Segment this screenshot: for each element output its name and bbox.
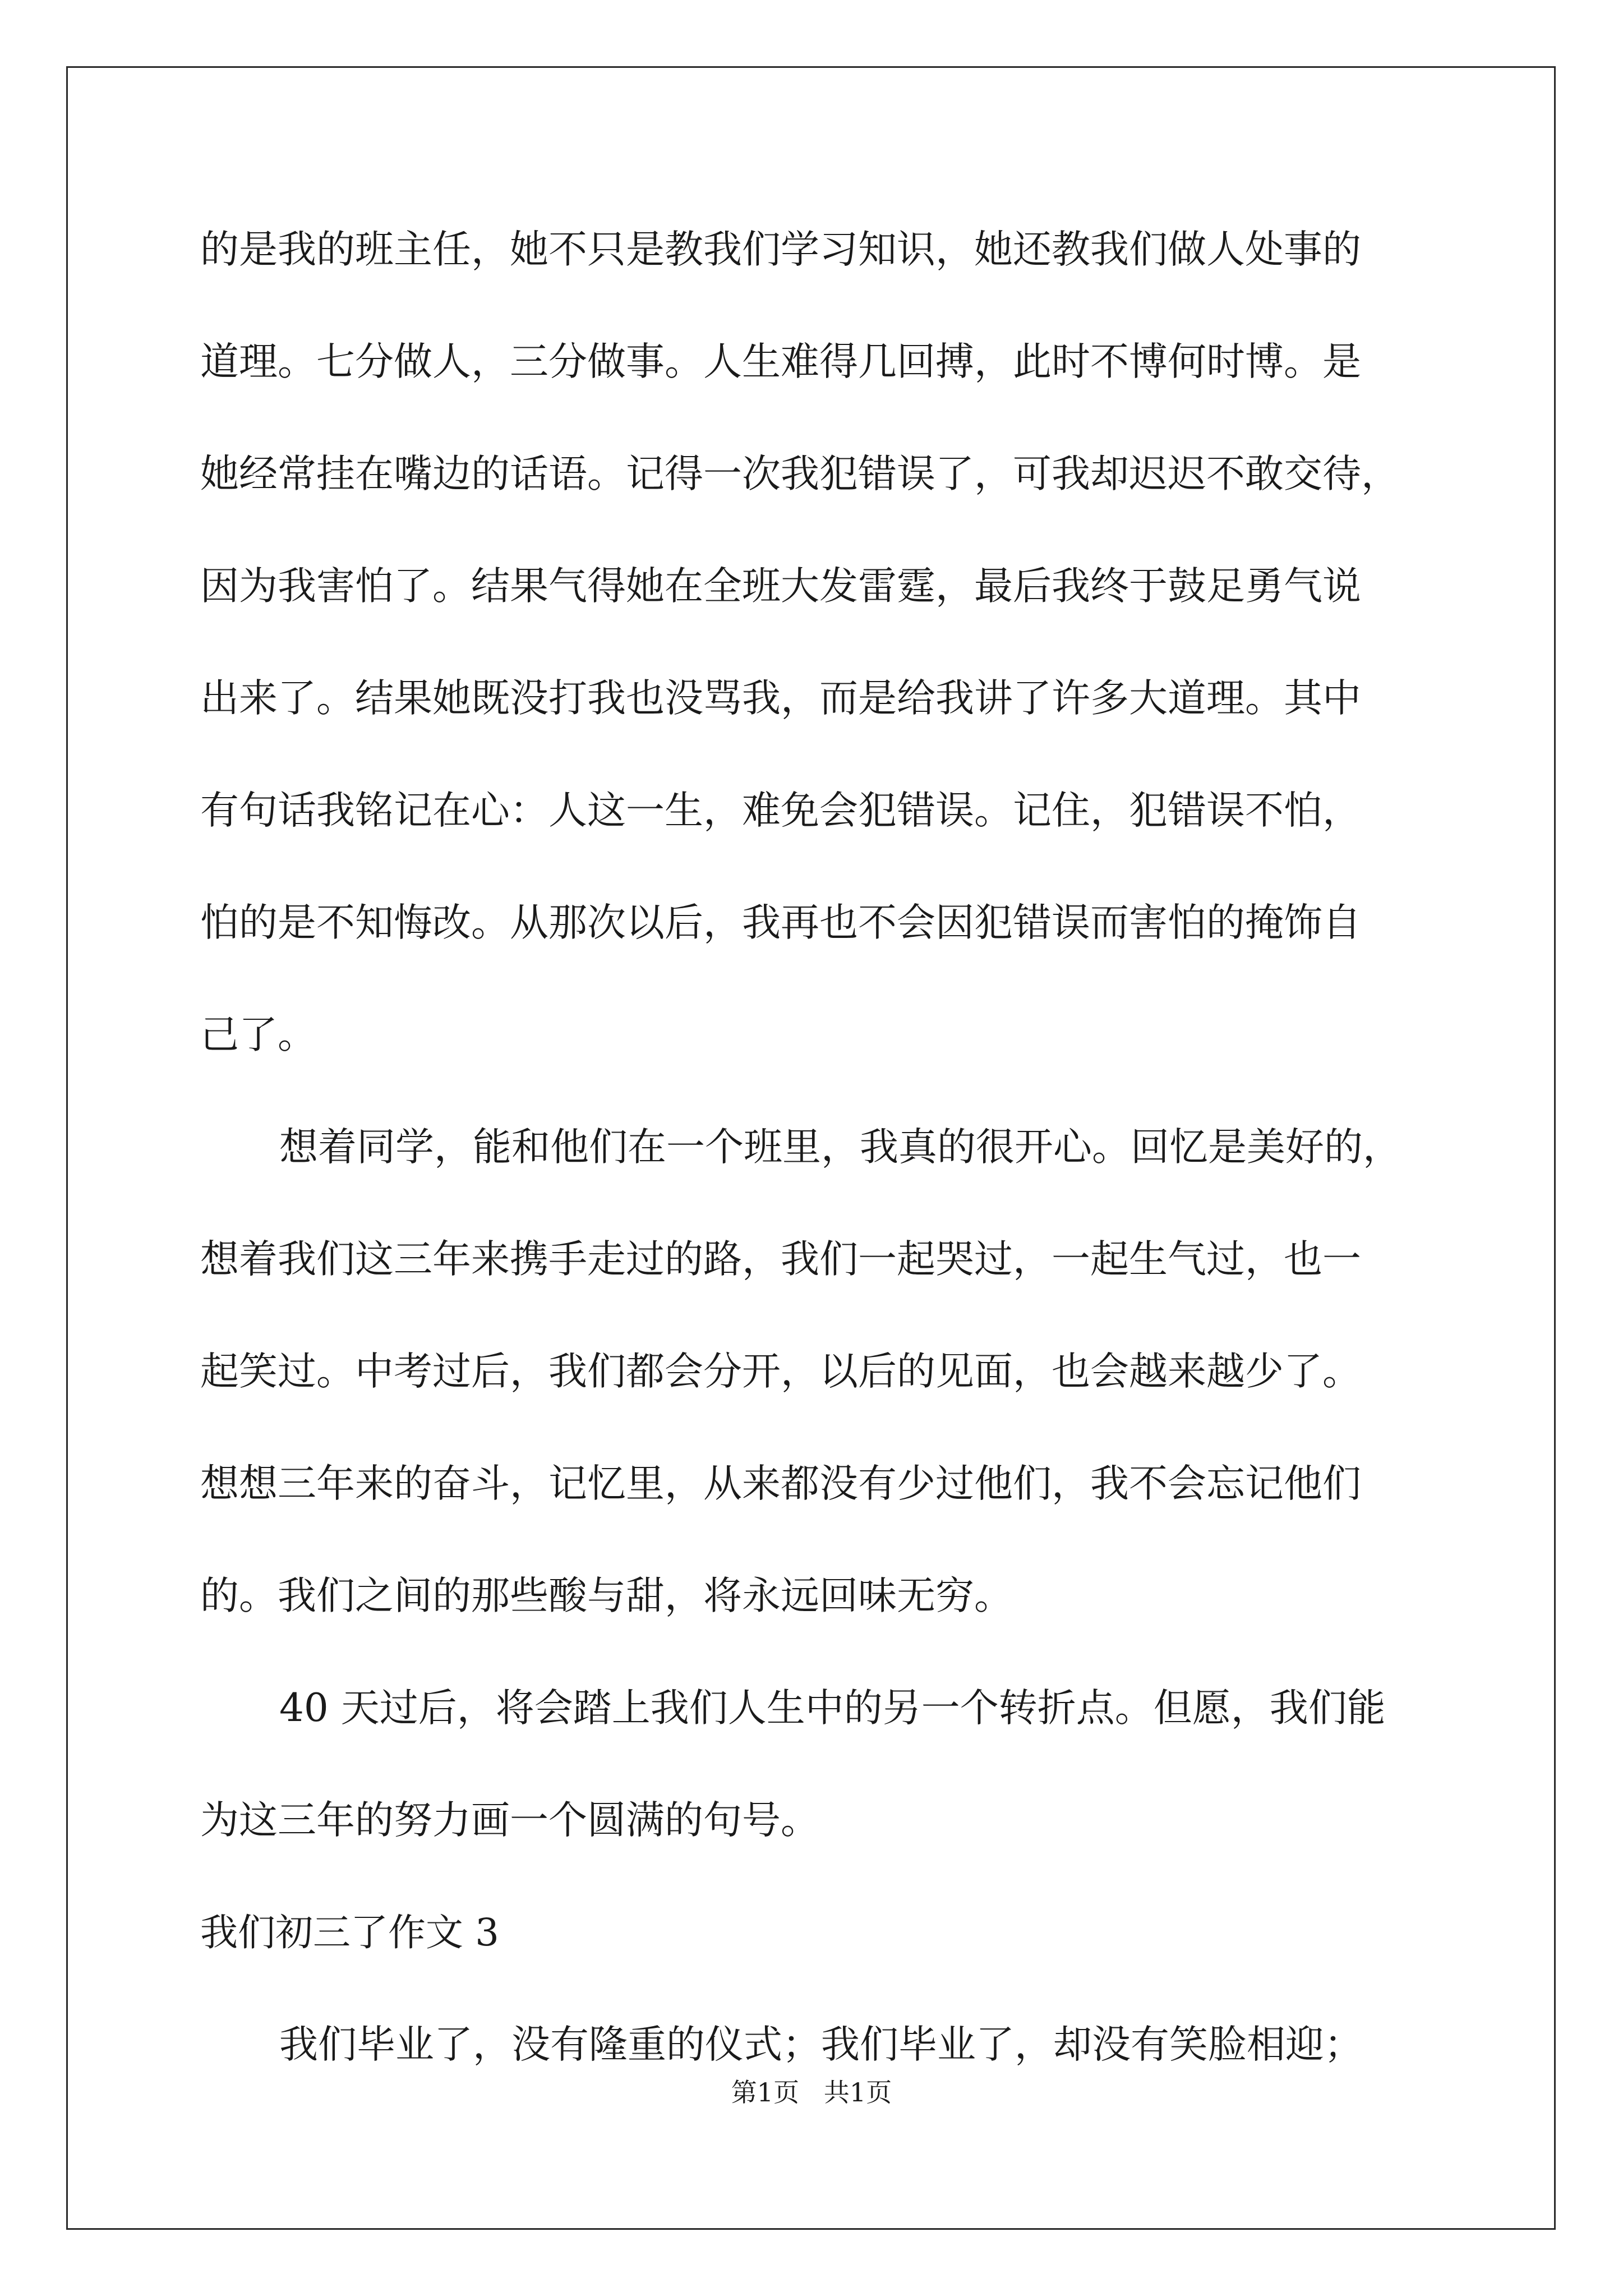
text-line: 想着我们这三年来携手走过的路，我们一起哭过，一起生气过，也一 xyxy=(200,1237,1361,1282)
text-line: 道理。七分做人，三分做事。人生难得几回搏，此时不博何时博。是 xyxy=(200,339,1361,384)
text-line: 怕的是不知悔改。从那次以后，我再也不会因犯错误而害怕的掩饰自 xyxy=(200,900,1361,945)
text-line: 为这三年的努力画一个圆满的句号。 xyxy=(200,1798,819,1843)
text-line: 有句话我铭记在心：人这一生，难免会犯错误。记住，犯错误不怕， xyxy=(200,788,1361,833)
text-line: 因为我害怕了。结果气得她在全班大发雷霆，最后我终于鼓足勇气说 xyxy=(200,564,1361,609)
page-number-footer: 第1页 共1页 xyxy=(731,2077,892,2108)
text-line: 的是我的班主任，她不只是教我们学习知识，她还教我们做人处事的 xyxy=(200,227,1361,272)
section-heading: 我们初三了作文 3 xyxy=(200,1911,499,1954)
paragraph-first-line: 40 天过后，将会踏上我们人生中的另一个转折点。但愿，我们能 xyxy=(279,1686,1386,1731)
paragraph-first-line: 想着同学，能和他们在一个班里，我真的很开心。回忆是美好的， xyxy=(279,1125,1401,1170)
text-line: 出来了。结果她既没打我也没骂我，而是给我讲了许多大道理。其中 xyxy=(200,676,1361,721)
paragraph-first-line: 我们毕业了，没有隆重的仪式；我们毕业了，却没有笑脸相迎； xyxy=(279,2022,1363,2067)
text-line: 的。我们之间的那些酸与甜，将永远回味无穷。 xyxy=(200,1573,1013,1618)
text-line: 想想三年来的奋斗，记忆里，从来都没有少过他们，我不会忘记他们 xyxy=(200,1461,1361,1506)
text-line: 她经常挂在嘴边的话语。记得一次我犯错误了，可我却迟迟不敢交待， xyxy=(200,452,1400,496)
text-line: 己了。 xyxy=(200,1013,316,1057)
text-line: 起笑过。中考过后，我们都会分开，以后的见面，也会越来越少了。 xyxy=(200,1349,1361,1394)
